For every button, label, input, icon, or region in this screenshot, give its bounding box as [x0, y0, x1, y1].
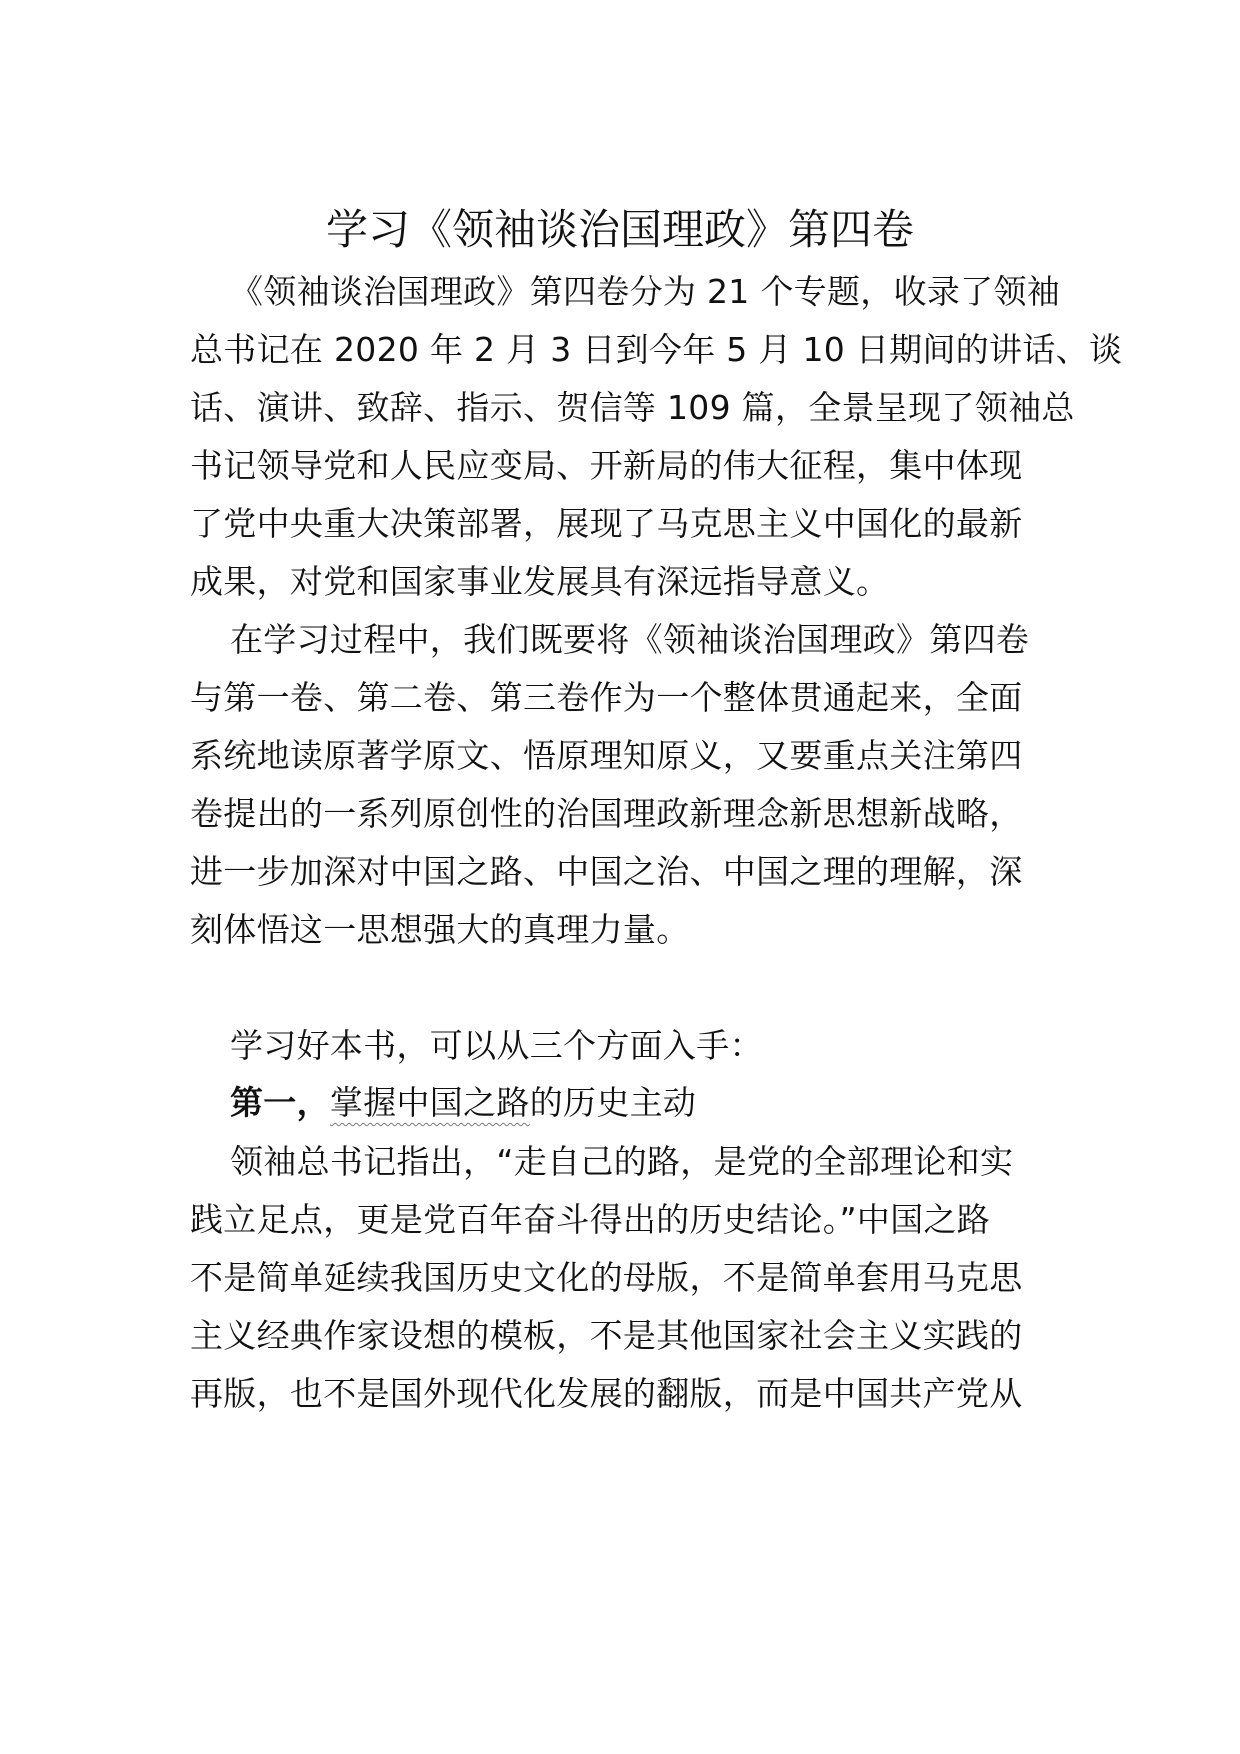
- paragraph-2-line-1: 在学习过程中，我们既要将《领袖谈治国理政》第四卷: [230, 620, 1030, 659]
- section-heading-1-underlined: 掌握中国之路: [329, 1083, 530, 1122]
- section-heading-1: [230, 1081, 1060, 1125]
- document-title: 学习《领袖谈治国理政》第四卷: [325, 205, 914, 254]
- intro-line: 学习好本书，可以从三个方面入手：: [230, 1026, 763, 1065]
- section-heading-1-suffix: 的历史主动: [529, 1083, 697, 1122]
- paragraph-3-line-1: 领袖总书记指出，“走自己的路，是党的全部理论和实: [230, 1142, 1014, 1181]
- paragraph-3-line-5: 再版，也不是国外现代化发展的翻版，而是中国共产党从: [190, 1374, 1023, 1413]
- paragraph-2-line-3: 系统地读原著学原文、悟原理知原义，又要重点关注第四: [190, 736, 1023, 775]
- paragraph-3-line-4: 主义经典作家设想的模板，不是其他国家社会主义实践的: [190, 1316, 1023, 1355]
- paragraph-2-line-2: 与第一卷、第二卷、第三卷作为一个整体贯通起来，全面: [190, 678, 1023, 717]
- paragraph-1-line-1: 《领袖谈治国理政》第四卷分为 21 个专题，收录了领袖: [230, 272, 1061, 311]
- paragraph-2-line-6: 刻体悟这一思想强大的真理力量。: [190, 910, 690, 949]
- section-heading-1-prefix: 第一，: [230, 1083, 330, 1122]
- paragraph-1-line-2: 总书记在 2020 年 2 月 3 日到今年 5 月 10 日期间的讲话、谈: [190, 330, 1123, 369]
- paragraph-1-line-6: 成果，对党和国家事业发展具有深远指导意义。: [190, 562, 890, 601]
- paragraph-3-line-3: 不是简单延续我国历史文化的母版，不是简单套用马克思: [190, 1258, 1023, 1297]
- paragraph-2-line-5: 进一步加深对中国之路、中国之治、中国之理的理解，深: [190, 852, 1023, 891]
- paragraph-1-line-5: 了党中央重大决策部署，展现了马克思主义中国化的最新: [190, 504, 1023, 543]
- paragraph-3-line-2: 践立足点，更是党百年奋斗得出的历史结论。”中国之路: [190, 1200, 991, 1239]
- paragraph-1-line-3: 话、演讲、致辞、指示、贺信等 109 篇，全景呈现了领袖总: [190, 388, 1075, 427]
- paragraph-2-line-4: 卷提出的一系列原创性的治国理政新理念新思想新战略，: [190, 794, 1023, 833]
- paragraph-1-line-4: 书记领导党和人民应变局、开新局的伟大征程，集中体现: [190, 446, 1023, 485]
